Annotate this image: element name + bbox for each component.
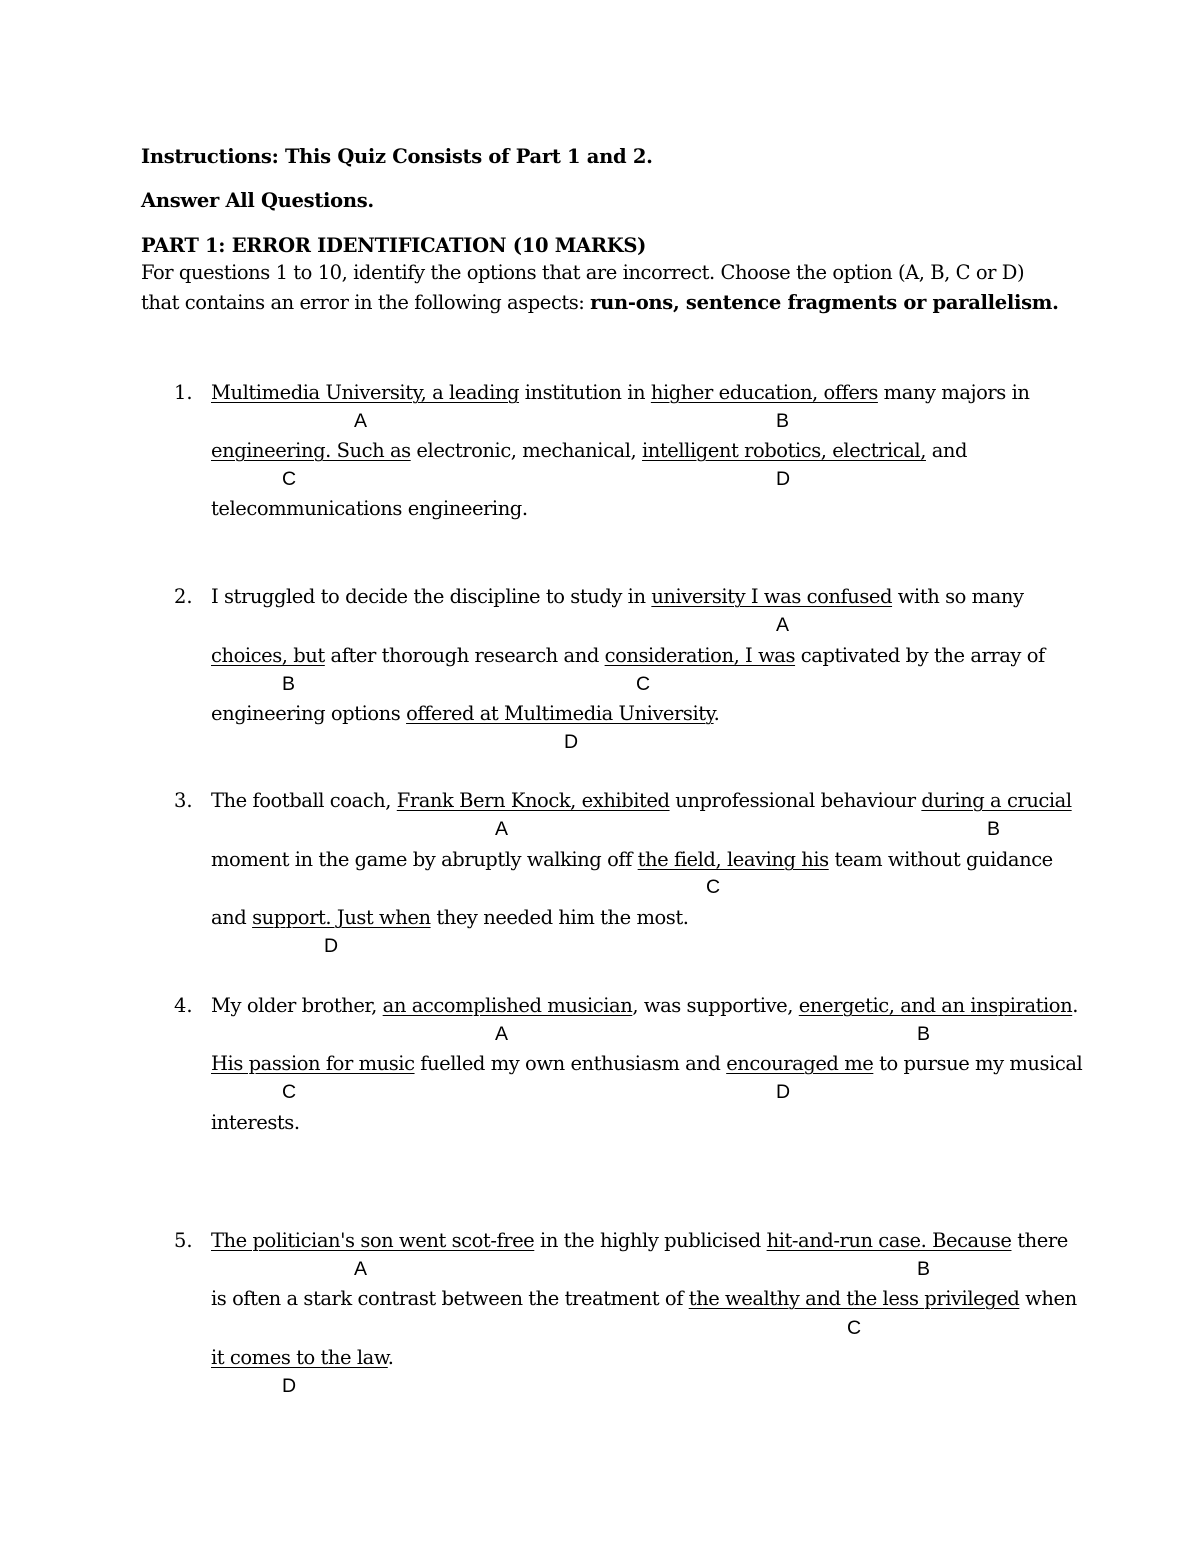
question-line xyxy=(211,1113,300,1133)
question-line xyxy=(211,908,688,928)
sentence-text: telecommunications engineering. xyxy=(211,497,528,520)
option-d-letter: D xyxy=(564,731,579,753)
option-b-text: during a crucial xyxy=(921,789,1072,812)
question-line xyxy=(211,587,1024,607)
option-c-text: the field, leaving his xyxy=(637,848,829,871)
sentence-text: . xyxy=(387,1346,394,1369)
option-d-letter: D xyxy=(324,935,339,957)
intro-line-2-text: that contains an error in the following aspects: xyxy=(141,291,591,314)
sentence-text: interests. xyxy=(211,1111,300,1134)
question-number: 2. xyxy=(174,585,193,608)
intro-line-2-bold: run-ons, sentence fragments or parallelism. xyxy=(590,291,1059,314)
option-d-letter: D xyxy=(776,1081,791,1103)
option-d-letter: D xyxy=(282,1375,297,1397)
question-number: 1. xyxy=(174,381,193,404)
question-line xyxy=(211,1231,1068,1251)
option-b-text: choices, but xyxy=(211,644,325,667)
option-c-text: His passion for music xyxy=(211,1052,415,1075)
intro-line-1: For questions 1 to 10, identify the options that are incorrect. Choose the option (A, B, C or D) xyxy=(141,261,1025,284)
question-line xyxy=(211,791,1072,811)
option-a-letter: A xyxy=(495,818,509,840)
option-b-text: hit-and-run case. Because xyxy=(766,1229,1012,1252)
sentence-text: is often a stark contrast between the treatment of xyxy=(211,1287,689,1310)
option-c-text: engineering. Such as xyxy=(211,439,411,462)
option-a-text: university I was confused xyxy=(651,585,893,608)
sentence-text: . xyxy=(1072,994,1078,1017)
sentence-text: to pursue my musical xyxy=(873,1052,1083,1075)
option-d-text: intelligent robotics, electrical, xyxy=(642,439,926,462)
question-line xyxy=(211,704,719,724)
sentence-text: captivated by the array of xyxy=(795,644,1045,667)
sentence-text: . xyxy=(713,702,720,725)
sentence-text: , was supportive, xyxy=(632,994,799,1017)
option-d-text: encouraged me xyxy=(726,1052,874,1075)
option-d-text: it comes to the law xyxy=(211,1346,388,1369)
sentence-text: many majors in xyxy=(877,381,1030,404)
sentence-text: and xyxy=(925,439,968,462)
option-c-letter: C xyxy=(282,468,297,490)
intro-line-2 xyxy=(141,293,1059,313)
option-a-letter: A xyxy=(495,1023,509,1045)
question-line xyxy=(211,383,1029,403)
sentence-text: team without guidance xyxy=(828,848,1053,871)
sentence-text: in the highly publicised xyxy=(534,1229,767,1252)
option-b-text: higher education, offers xyxy=(650,381,878,404)
part-title: PART 1: ERROR IDENTIFICATION (10 MARKS) xyxy=(141,234,647,257)
option-c-letter: C xyxy=(706,876,721,898)
question-line xyxy=(211,1054,1082,1074)
option-a-letter: A xyxy=(354,410,368,432)
option-d-letter: D xyxy=(776,468,791,490)
question-number: 4. xyxy=(174,994,193,1017)
sentence-text: they needed him the most. xyxy=(430,906,689,929)
option-c-letter: C xyxy=(847,1317,862,1339)
sentence-text: The football coach, xyxy=(211,789,397,812)
sentence-text: there xyxy=(1011,1229,1068,1252)
sentence-text: I struggled to decide the discipline to study in xyxy=(211,585,652,608)
option-c-letter: C xyxy=(282,1081,297,1103)
question-number: 5. xyxy=(174,1229,193,1252)
question-line xyxy=(211,1348,394,1368)
sentence-text: electronic, mechanical, xyxy=(410,439,642,462)
sentence-text: institution in xyxy=(519,381,651,404)
option-b-letter: B xyxy=(282,673,296,695)
question-line xyxy=(211,499,528,519)
option-c-letter: C xyxy=(636,673,651,695)
sentence-text: after thorough research and xyxy=(324,644,605,667)
sentence-text: fuelled my own enthusiasm and xyxy=(414,1052,727,1075)
option-d-text: offered at Multimedia University xyxy=(406,702,714,725)
option-a-letter: A xyxy=(354,1258,368,1280)
sentence-text: moment in the game by abruptly walking off xyxy=(211,848,638,871)
instructions-heading: Instructions: This Quiz Consists of Part 1 and 2. xyxy=(141,145,653,168)
question-line xyxy=(211,646,1045,666)
option-b-letter: B xyxy=(917,1023,931,1045)
sentence-text: and xyxy=(211,906,253,929)
option-d-text: support. Just when xyxy=(252,906,431,929)
question-line xyxy=(211,441,967,461)
answer-all-heading: Answer All Questions. xyxy=(141,189,374,212)
question-number: 3. xyxy=(174,789,193,812)
sentence-text: when xyxy=(1019,1287,1077,1310)
option-a-letter: A xyxy=(776,614,790,636)
sentence-text: engineering options xyxy=(211,702,407,725)
question-line xyxy=(211,1289,1077,1309)
sentence-text: with so many xyxy=(892,585,1024,608)
sentence-text: unprofessional behaviour xyxy=(669,789,922,812)
option-b-letter: B xyxy=(917,1258,931,1280)
sentence-text: My older brother, xyxy=(211,994,383,1017)
question-line xyxy=(211,996,1078,1016)
option-a-text: an accomplished musician xyxy=(382,994,633,1017)
option-b-text: energetic, and an inspiration xyxy=(798,994,1073,1017)
option-a-text: The politician's son went scot-free xyxy=(211,1229,535,1252)
option-b-letter: B xyxy=(987,818,1001,840)
option-b-letter: B xyxy=(776,410,790,432)
question-line xyxy=(211,850,1053,870)
option-a-text: Multimedia University, a leading xyxy=(211,381,520,404)
option-a-text: Frank Bern Knock, exhibited xyxy=(396,789,670,812)
option-c-text: the wealthy and the less privileged xyxy=(688,1287,1020,1310)
option-c-text: consideration, I was xyxy=(604,644,796,667)
